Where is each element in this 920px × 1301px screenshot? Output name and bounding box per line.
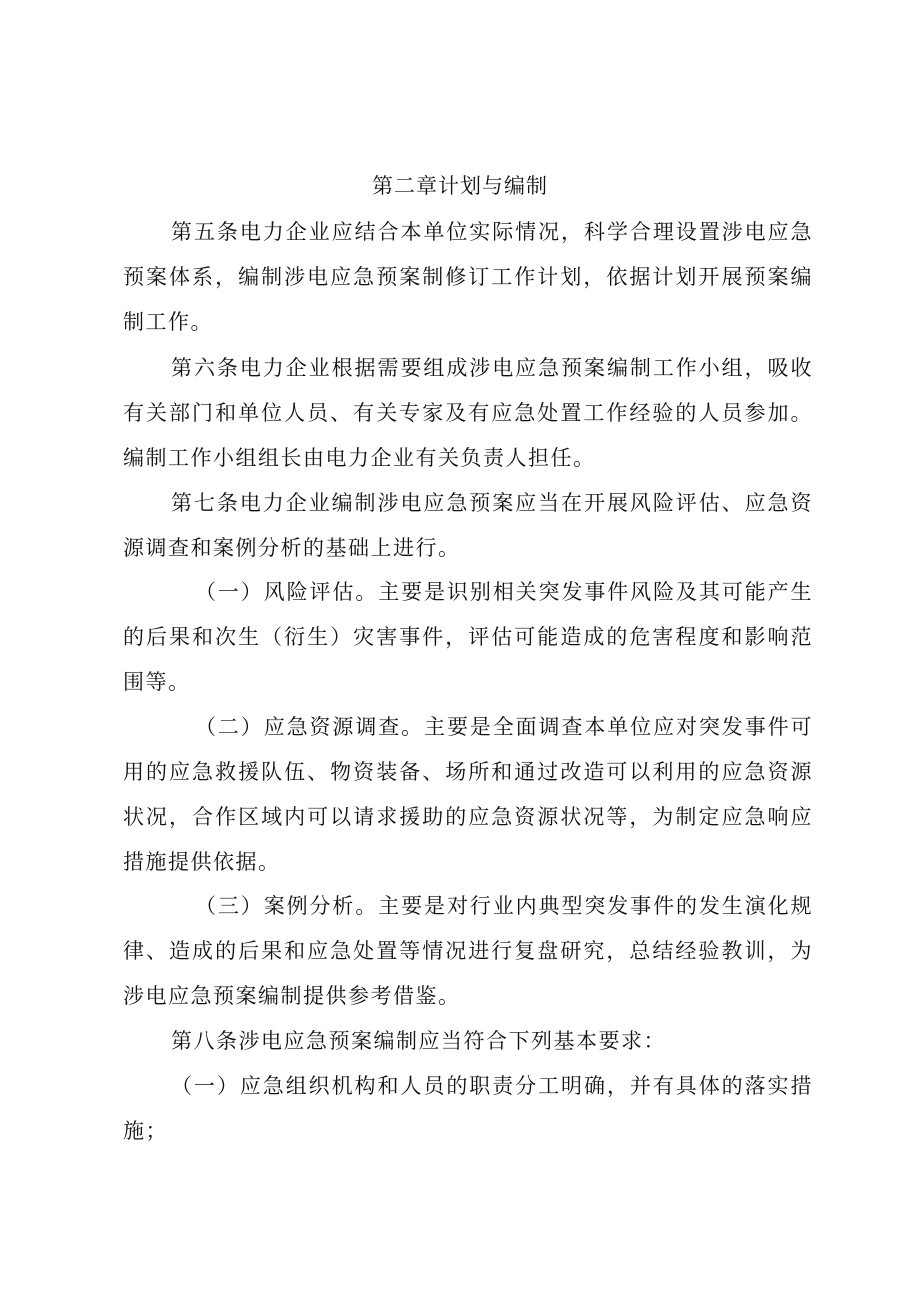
article-7-paragraph: 第七条电力企业编制涉电应急预案应当在开展风险评估、应急资源调查和案例分析的基础上进行。 bbox=[123, 491, 813, 560]
article-8-paragraph: 第八条涉电应急预案编制应当符合下列基本要求： bbox=[171, 1029, 666, 1053]
item-risk-assessment-paragraph: （一）风险评估。主要是识别相关突发事件风险及其可能产生的后果和次生（衍生）灾害事件，评估可能造成的危害程度和影响范围等。 bbox=[123, 580, 813, 694]
item-resource-survey-paragraph: （二）应急资源调查。主要是全面调查本单位应对突发事件可用的应急救援队伍、物资装备、场所和通过改造可以利用的应急资源状况，合作区域内可以请求援助的应急资源状况等，为制定应急响应措施提供依据。 bbox=[123, 715, 813, 874]
article-5-paragraph: 第五条电力企业应结合本单位实际情况，科学合理设置涉电应急预案体系，编制涉电应急预案制修订工作计划，依据计划开展预案编制工作。 bbox=[123, 220, 813, 334]
chapter-title: 第二章计划与编制 bbox=[372, 174, 548, 198]
item-case-analysis-paragraph: （三）案例分析。主要是对行业内典型突发事件的发生演化规律、造成的后果和应急处置等情况进行复盘研究，总结经验教训，为涉电应急预案编制提供参考借鉴。 bbox=[123, 894, 813, 1008]
article-6-paragraph: 第六条电力企业根据需要组成涉电应急预案编制工作小组，吸收有关部门和单位人员、有关专家及有应急处置工作经验的人员参加。编制工作小组组长由电力企业有关负责人担任。 bbox=[123, 356, 813, 470]
requirement-1-paragraph: （一）应急组织机构和人员的职责分工明确，并有具体的落实措施； bbox=[123, 1074, 813, 1143]
